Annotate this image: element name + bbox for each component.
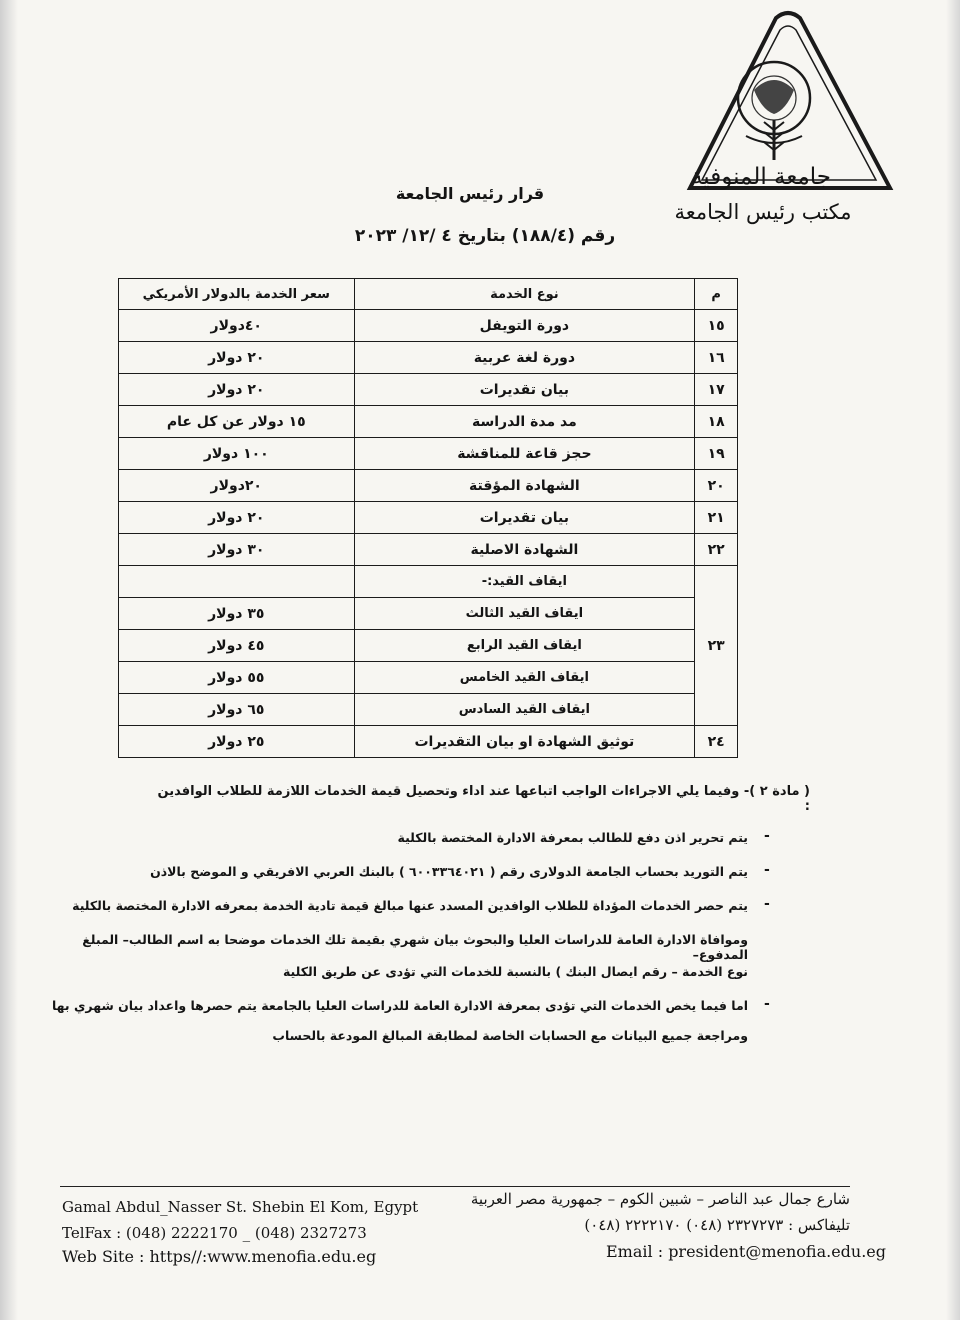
procedure-line: يتم التوريد بحساب الجامعة الدولارى رقم ( ٦٠٠٣٣٦٤٠٢١ ) بالبنك العربي الافريقي و الموضح بالاذن	[150, 864, 748, 879]
row-price: ١٠٠ دولار	[119, 438, 355, 470]
row-service: الشهادة الاصلية	[354, 534, 695, 566]
row-num: ١٨	[695, 406, 738, 438]
footer-address-ar: شارع جمال عبد الناصر – شبين الكوم – جمهورية مصر العربية	[470, 1190, 850, 1208]
row-service: ايقاف القيد السادس	[354, 694, 695, 726]
row-service: توثيق الشهادة او بيان التقديرات	[354, 726, 695, 758]
row-price: ٣٠ دولار	[119, 534, 355, 566]
footer-telfax-en: TelFax : (048) 2222170 _ (048) 2327273	[62, 1224, 367, 1242]
header-service: نوع الخدمة	[354, 279, 695, 310]
procedure-line: وموافاة الادارة العامة للدراسات العليا والبحوث بيان شهري بقيمة تلك الخدمات موضحا به اسم الطالب– المبلغ المدفوع–	[82, 932, 748, 962]
row-price: ٣٥ دولار	[119, 598, 355, 630]
row-num: ٢٠	[695, 470, 738, 502]
table-row	[119, 310, 738, 342]
row-service: الشهادة المؤقتة	[354, 470, 695, 502]
table-row	[119, 374, 738, 406]
row-service: بيان تقديرات	[354, 374, 695, 406]
row-price: ٢٥ دولار	[119, 726, 355, 758]
row-service: مد مدة الدراسة	[354, 406, 695, 438]
row-price: ٦٥ دولار	[119, 694, 355, 726]
table-row	[119, 502, 738, 534]
procedure-line: يتم تحرير اذن دفع للطالب بمعرفة الادارة المختصة بالكلية	[397, 830, 748, 845]
decision-title: قرار رئيس الجامعة	[395, 184, 545, 203]
table-row	[119, 630, 738, 662]
table-header-row	[119, 279, 738, 310]
procedure-line: يتم حصر الخدمات المؤداة للطلاب الوافدين المسدد عنها مبالغ قيمة تادية الخدمة بمعرفه الادارة المختصة بالكلية	[72, 898, 748, 913]
group-heading: ايقاف القيد:-	[354, 566, 695, 598]
row-service: دورة التويفل	[354, 310, 695, 342]
table-row	[119, 662, 738, 694]
row-price: ٢٠ دولار	[119, 342, 355, 374]
bullet-dash: -	[764, 862, 770, 878]
bullet-dash: -	[764, 896, 770, 912]
row-num: ١٩	[695, 438, 738, 470]
footer-website: Web Site : https//:www.menofia.edu.eg	[62, 1247, 377, 1266]
footer-address-en: Gamal Abdul_Nasser St. Shebin El Kom, Egypt	[62, 1198, 419, 1216]
group-heading-price-empty	[119, 566, 355, 598]
procedure-line: اما فيما يخص الخدمات التي تؤدى بمعرفة الادارة العامة للدراسات العليا بالجامعة يتم حصرها واعداد بيان شهري بها	[51, 998, 748, 1013]
table-row	[119, 726, 738, 758]
header-num: م	[695, 279, 738, 310]
row-service: ايقاف القيد الخامس	[354, 662, 695, 694]
table-row	[119, 694, 738, 726]
row-num: ٢١	[695, 502, 738, 534]
table-row	[119, 438, 738, 470]
row-price: ٢٠ دولار	[119, 502, 355, 534]
row-price: ٢٠دولار	[119, 470, 355, 502]
row-num: ١٦	[695, 342, 738, 374]
row-service: ايقاف القيد الثالث	[354, 598, 695, 630]
row-price: ١٥ دولار عن كل عام	[119, 406, 355, 438]
row-service: بيان تقديرات	[354, 502, 695, 534]
logo-text: جامعة المنوفية	[690, 164, 832, 190]
table-row	[119, 598, 738, 630]
table-row	[119, 342, 738, 374]
row-num: ٢٢	[695, 534, 738, 566]
procedure-line: نوع الخدمة – رقم ايصال البنك ) بالنسبة للخدمات التي تؤدى عن طريق الكلية	[282, 964, 748, 979]
row-num: ١٧	[695, 374, 738, 406]
row-service: ايقاف القيد الرابع	[354, 630, 695, 662]
row-price: ٥٥ دولار	[119, 662, 355, 694]
row-num: ٢٤	[695, 726, 738, 758]
bullet-dash: -	[764, 828, 770, 844]
footer-telfax-ar: تليفاكس : ٢٣٢٧٢٧٣ (٠٤٨) ٢٢٢٢١٧٠ (٠٤٨)	[584, 1216, 850, 1234]
row-service: دورة لغة عربية	[354, 342, 695, 374]
table-row	[119, 406, 738, 438]
scan-edge-left	[0, 0, 18, 1320]
scan-edge-right	[946, 0, 960, 1320]
office-name: مكتب رئيس الجامعة	[674, 200, 852, 224]
row-price: ٤٠دولار	[119, 310, 355, 342]
fees-table	[118, 278, 738, 758]
row-service: حجز قاعة للمناقشة	[354, 438, 695, 470]
table-row	[119, 566, 738, 598]
table-row	[119, 470, 738, 502]
row-price: ٢٠ دولار	[119, 374, 355, 406]
decision-number: رقم (١٨٨/٤) بتاريخ ٤ /١٢/ ٢٠٢٣	[354, 226, 616, 246]
row-num: ١٥	[695, 310, 738, 342]
footer-email: Email : president@menofia.edu.eg	[606, 1242, 887, 1261]
footer-divider	[60, 1186, 850, 1187]
table-row	[119, 534, 738, 566]
row-price: ٤٥ دولار	[119, 630, 355, 662]
article-2-heading: ( مادة ٢ )- وفيما يلي الاجراءات الواجب اتباعها عند اداء وتحصيل قيمة الخدمات اللازمة للطلاب الوافدين :	[157, 784, 810, 814]
group-num: ٢٣	[695, 566, 738, 726]
header-price: سعر الخدمة بالدولار الأمريكي	[119, 279, 355, 310]
procedure-line: ومراجعة جميع البيانات مع الحسابات الخاصة لمطابقة المبالغ المودعة بالحساب	[272, 1028, 748, 1043]
bullet-dash: -	[764, 996, 770, 1012]
